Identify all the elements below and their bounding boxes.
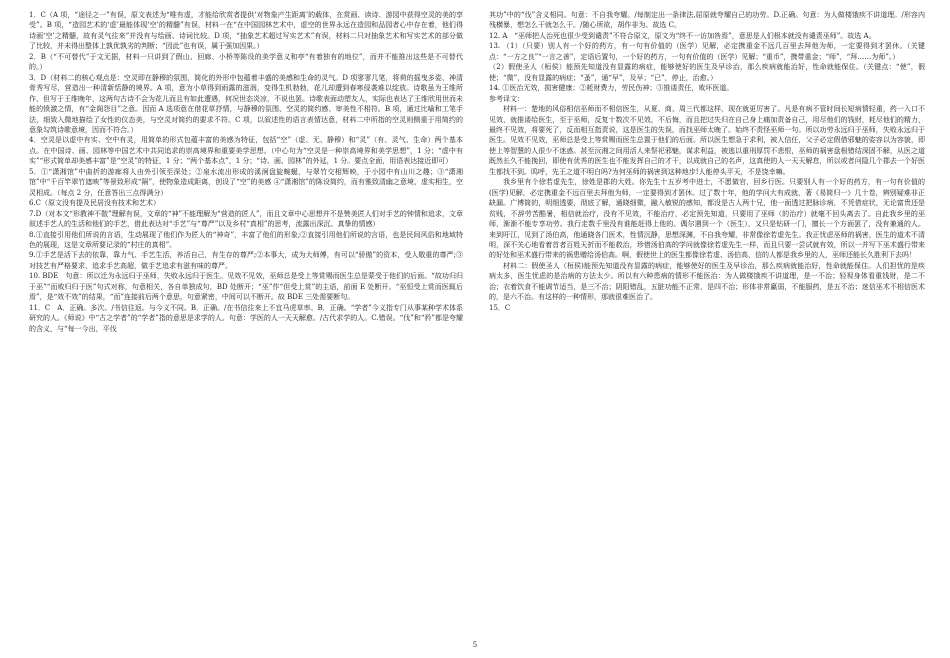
answer-paragraph: 11．C A．正确。多次。/书信往返。与今义不同。B．正确。/在书信往来上不宜马虎草率。B．正确。“学者”今义指专门从事某种学术体系研究的人。《师说》中“古之学者”的“学者”指的意思是求学的人。句意：学医的人一天天解愈。/古代求学的人。C.错误。“伐”和“矜”都是夸耀的含义，与“每一今出，平伐	[29, 303, 463, 333]
translation-paragraph: 材料一：楚地的风俗相信巫师而不相信医生，从夏、商、周三代都这样，现在就更厉害了。凡是有病不管时间长短病情轻重，药一入口不见效，就推诿给医生，至于巫师，反复十数次不见效，不后悔，而且把过失归在自己身上痛加责备自己，用尽他们的钱财，耗尽他们的精力，最终不见效，将要死了，反而相互指责说，这是医生的失误，而找巫师太晚了。始终不责怪巫师一句。所以功劳永远归于巫师，失败永远归于医生。见效不见效，巫师总是受上等赏赐而医生总置于他们的后面。所以医生想急于求利，被人信任，父子必定假借邪魅的姿容以为容貌，即使上等智慧的人很少不迷惑。甚至沅湘之间用活人来祭祀邪魅，谋求利益，被逃以重刑厚罚不悲恨，巫师的祸害盘根错结深固不解，从医之道既然长久不能挽回，即使有优秀的医生也不能发挥自己的才干，以成就自己的名声，这真使的人一天天解怠，所以或者问隐几个郡去一个好医生都找不到。呜呼，先王之道不明白吗?为何巫师的祸害到这种地步!人能停头平天，不是饶幸嘛。	[489, 105, 925, 176]
answer-paragraph: 4．空灵是以虚中有实、空中有灵，用简单的形式包蕴丰富的美感为特征，包括“空”（虚、无、静穆）和“灵”（有、灵气、生命）两个基本点。在中国诗、画、园林等中国艺术中共同追求的崇高境界和重要美学思想。（中心句为“空灵是一种崇高境界和美学思想”，1 分；“虚中有实”“形式简单却美感丰富”是“空灵”的特征，1 分；“两个基本点”，1 分；“诗、画、园林”的外延，1 分。要点全面，用语表达接近即可）	[29, 136, 463, 166]
answer-paragraph: 其功”中的“伐”含义相同。句意：不自我夸耀。/每制定出一条律法,屈原就夸耀自己的功劳。D.正确。句意：为人做楼饿疾不讲道理。/形容内残横暴，想怎么干就怎么干。/随心所欲，胡作非为。故选 C。	[489, 11, 925, 30]
answer-paragraph: 5．①“潇湘馆”中曲折的游廊将人由外引领至深处；②泉水流出形成的溪涧盘旋蜿蜒，与翠竹交相辉映，于小园中有山川之趣；③“潇湘馆”中“千百竿翠竹遮映”等景致形成“隔”，使物象造成距离，创设了“空”的美感 ④“潇湘馆”的陈设简约，而有雅致清幽之意境，虚实相生，空灵相成。（每点 2 分，任意答出三点得满分）	[29, 167, 463, 197]
answer-paragraph: 14. ①医治无效，损害健康；②耗财费力，劳民伤神；③推诿责任，败坏医道。	[489, 84, 734, 93]
answer-paragraph: 12. A “巫师把人治死也很少受到谴责”不符合原文，原文为“终不一访加咎焉”，意思是人们根本就没有谴责巫师”。故选 A。	[489, 31, 876, 40]
answer-paragraph: （2）假使圣人（桓侯）能预先知道没有显露的病症，能够使好的医生及早诊治，那么疾病就能治好，性命就能保住。（关键点：“使”，假使；“微”，没有显露的病症；“蚤”，通“早”，及早；“已”，停止，治愈。）	[489, 63, 925, 82]
translation-paragraph: 材料二：假使圣人（桓侯)能预先知道没有显露的病症，能够使好的医生及早诊治，那么疾病就能治好，性命就能保住。人们担忧的是疾病太多，医生忧虑的是治病的方法太少。所以有六种患病的情形不能医治：为人做楼饿疾不讲道理，是一不治；轻视身体看重钱财，是二不治；衣着饮食不能调节适当，是三不治；阴阳错乱，五脏功能不正常，是四不治；形体非常羸弱，不能服药，是五不治；迷信巫术不相信医术的，是六不治。有这样的一种情形，那就很难医治了。	[489, 261, 925, 302]
answer-paragraph: 15．C	[489, 303, 511, 312]
answer-paragraph: 10. BDE 句意：所以迁为永远归于巫师，失败永远归于医生。见效不见效，巫师总是受上等赏赐而医生总是蒙受于他们的后面。“故功归归于巫”“而败归归于医”句式对称，句意相关，各自单独成句，BD 处断开；“巫”作“但受上赏”的主语，前面 E 处断开。“巫恒受上赏而医辄后焉”，是“效不效”的结果，“而”连接前后两个意思，句意紧密，中间可以不断开。故 BDE 三处需要断句。	[29, 272, 463, 302]
answer-paragraph: 8.①直接引用他们所说的言语，生动展现了他们作为匠人的“神奇”，丰富了他们的形象;②直接引用他们所说的言语，也是民间风俗和地域特色的展现，这是文章所要记录的“村庄的真相”。	[29, 230, 463, 249]
page-number: 5	[472, 641, 478, 649]
answer-paragraph: 9.①手艺是活下去的依靠，靠力气、手艺生活，养活自己，有生存的尊严;②本事大，成为大师傅，有可以“骄傲”的资本，受人敬重的尊严;③对技艺有严格要求，追求手艺高超，做手艺追求有滋有味的尊严。	[29, 251, 463, 270]
answer-paragraph: 6.C（原文没有提及民居没有技术和艺术）	[29, 199, 161, 208]
answer-paragraph: 7.D（对本文“形教神不散”理解有误，文章的“神”不能理解为“营造的匠人”，而且文章中心思想并不是赞美匠人们对手艺的钟情和追求，文章叙述手艺人的生活和他们的手艺，借此表达对“手艺”与“尊严”以及乡村“真相”的思考，流露出深沉、真挚的情感）	[29, 209, 463, 229]
translation-heading: 参考译文：	[489, 94, 524, 103]
answer-paragraph: 13. （1）（只要）别人有一个好的药方，有一句有价值的（医学）见解，必定携重金不远几百里去拜他为师，一定要得到才罢休。（关键点：“一方之良”“一言之善”，定语后置句，一个好的药方，一句有价值的（医学）见解；“重币”，携带重金；“师”，“拜……为师”。）	[489, 42, 925, 61]
left-column	[29, 10, 463, 636]
translation-paragraph: 我乡里有个徐若虚先生，徐姓是郡的大姓。你先生十五岁考中进士，不愿做官，回乡行医。只要别人有一个好的药方，有一句有价值的(医学)见解，必定携重金不远百里去拜他为师，一定要得到才罢休。过了数十年，他的学问大有成就，著《易简归一》几十卷，辨别疑难非正缺漏。广博简的，明细透要，彻底了解，通晓细微，融入敏锐的感知，都没是古人两十兄，他一面透过把脉诊病，不凭借症状，无论富贵还是贫贱，不辞劳苦酷暑，相信就治疗，没有不见效，不能治疗，必定预先知道，只要用了巫师（的治疗）就毫不回头离去了。自此我乡里的巫师，渐渐不能专享功劳。我行走数千里没有谁能赶得上他的。偶尔遇到一个（医生），又只是钻研一门，擅长一个方面罢了，没有兼通的人。来到吁江，见到了汤伯高，他通晓各门医术，性情沉静，思想深渊，不自我夸耀，非常像徐若虚先生。我正忧虑巫师的祸害，医生的道术不清明，深不关心地看着首者百姓天折而不能救治，珍惜汤伯高的学问就像徐若虚先生一样，而且只要一尝试就有效，所以一并写下巫术盛行带来的好处和巫术盛行带来的祸患赠给汤伯高。啊，假使世上的医生都像徐若虚、汤伯高，信的人都是我乡里的人，巫师还能长久胜利下去吗！	[489, 178, 925, 260]
answer-paragraph: 1．C（A 项，“途径之一”有误，原文表述为“唯有虚，才能给欣赏者提供‘对物象产生距离’的载体，在赏画、读诗、游园中获得空灵的美的享受”。B 项，“造园艺术的‘虚’最能体现‘空’的精髓”有误，材料一在“在中国园林艺术中，虚空的世界永远在造园和品园者心中存在着，他们得诗画‘空’之精髓，故有灵气往来”并没有与绘画、诗词比较。D 项，“抽象艺术超过写实艺术”有误，材料二只对抽象艺术和写实艺术的部分做了比较，并未得出整体上孰优孰劣的判断；“因此”也有误，属于强加因果。）	[29, 11, 463, 51]
answer-paragraph: 3．D（材料二的核心观点是：空灵即在静穆的氛围，简化的外形中包蕴着丰盛的美感和生命的灵气。D 项寥寥几笔，将荷的摇曳多姿、神清骨秀写尽，营造出一种清新恬静的境界。A 项，意为小草得到雨露的滋润，变得生机勃勃，花儿却遭到春寒侵袭难以绽放。诗歌虽为王维所作，但写于王维晚年，这两句古诗不会为花儿而且有如此遭遇，何况世态炎凉，不说也罢。诗歌表面动塑友人，实际也表达了王维欣用世而未能的愤激之情，有“金阁怨目”之意。因而 A 选项意在借花草抒情，与静穆的氛围、空灵的简约感、审美性不相符。B 项，通过比喻和工笔手法，细致入微地描绘了女性的仪态美，与空灵对简约的要求不符。C 项，以叙述性的语言表情达意，材料二中所指的空灵则侧重于用简约的意象勾筑诗歌意境，因而不符合。）	[29, 73, 463, 134]
answer-paragraph: 2．B（“不可替代”于文无据，材料一只讲到了假山、回廊、小桥等陈设的美学意义和亭“有着独有的地位”，而并不能推出这些是不可替代的。）	[29, 52, 463, 72]
right-column	[489, 10, 925, 636]
